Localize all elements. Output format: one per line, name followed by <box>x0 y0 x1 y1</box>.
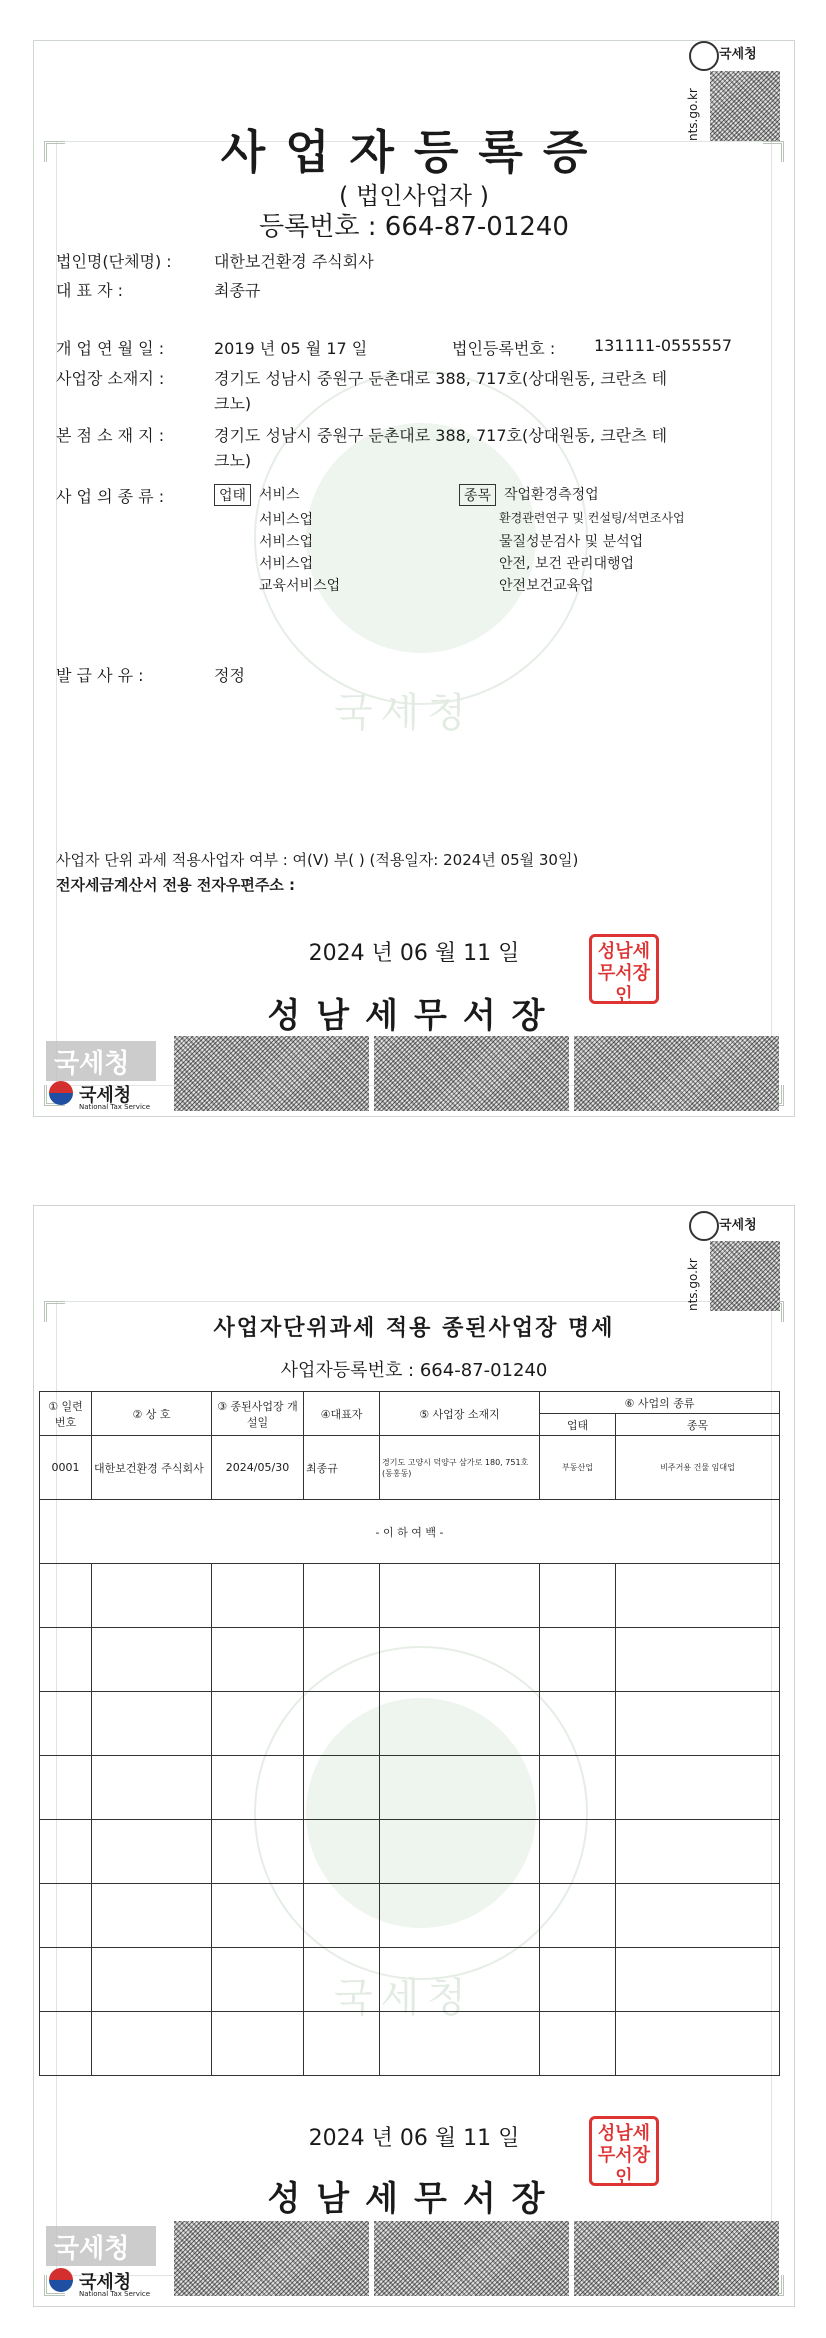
nts-label: 국세청 <box>719 47 757 62</box>
registration-number: 등록번호 : 664-87-01240 <box>259 212 569 242</box>
upte-label: 업태 <box>214 484 251 506</box>
security-barcode <box>574 1036 779 1111</box>
cell-upte: 부동산업 <box>540 1436 616 1500</box>
list-item: 서비스업 <box>259 534 314 550</box>
table-row <box>40 1436 780 1500</box>
issue-date: 2024 년 06 월 11 일 <box>308 941 520 966</box>
nts-logo-icon <box>49 2268 73 2292</box>
location-value-cont: 크노) <box>214 394 252 413</box>
hq-value-cont: 크노) <box>214 451 252 470</box>
page-title: 사업자단위과세 적용 종된사업장 명세 <box>213 1316 615 1341</box>
official-seal: 성남세무서장인 <box>589 2116 659 2186</box>
nts-logo-text: 국세청 <box>79 2272 132 2293</box>
list-item: 안전, 보건 관리대행업 <box>499 556 635 572</box>
cell-rep: 최종규 <box>304 1436 380 1500</box>
representative-value: 최종규 <box>214 281 261 300</box>
header-rep: ④대표자 <box>304 1392 380 1436</box>
location-value: 경기도 성남시 중원구 둔촌대로 388, 717호(상대원동, 크란츠 테 <box>214 369 668 388</box>
branch-table <box>39 1391 780 2076</box>
representative-label: 대 표 자 : <box>56 281 124 300</box>
nts-mascot-icon <box>689 1211 719 1241</box>
certificate-page-1 <box>33 40 795 1117</box>
list-item: 작업환경측정업 <box>504 487 599 503</box>
corp-reg-value: 131111-0555557 <box>594 336 733 355</box>
jongmok-label: 종목 <box>459 484 496 506</box>
biz-type-label: 사 업 의 종 류 : <box>56 487 165 506</box>
list-item: 서비스업 <box>259 556 314 572</box>
nts-label: 국세청 <box>719 1218 757 1233</box>
header-open-date: ③ 종된사업장 개설일 <box>212 1392 304 1436</box>
issue-reason-label: 발 급 사 유 : <box>56 666 144 685</box>
nts-logo-text: 국세청 <box>79 1085 132 1106</box>
location-label: 사업장 소재지 : <box>56 369 165 388</box>
certificate-page-2 <box>33 1205 795 2307</box>
list-item: 서비스 <box>259 487 300 503</box>
table-row <box>40 1948 780 2012</box>
table-row <box>40 1692 780 1756</box>
nts-logo-icon <box>49 1081 73 1105</box>
header-upte: 업태 <box>540 1414 616 1436</box>
nts-gray-stamp-text: 국세청 <box>54 2234 130 2264</box>
nts-logo-subtext: National Tax Service <box>79 1103 151 1111</box>
security-barcode <box>174 1036 369 1111</box>
open-date-value: 2019 년 05 월 17 일 <box>214 339 368 358</box>
hq-label: 본 점 소 재 지 : <box>56 426 165 445</box>
company-value: 대한보건환경 주식회사 <box>214 252 374 271</box>
open-date-label: 개 업 연 월 일 : <box>56 339 165 358</box>
cell-serial: 0001 <box>40 1436 92 1500</box>
list-item: 서비스업 <box>259 512 314 528</box>
security-barcode <box>574 2221 779 2296</box>
unit-tax-status: 사업자 단위 과세 적용사업자 여부 : 여(V) 부( ) (적용일자: 2024년 05월 30일) <box>56 851 579 869</box>
header-biz-kind: ⑥ 사업의 종류 <box>540 1392 780 1414</box>
tax-office-name: 성남세무서장 <box>267 996 561 1036</box>
nts-logo-subtext: National Tax Service <box>79 2290 151 2298</box>
security-barcode <box>374 1036 569 1111</box>
header-serial: ① 일련 번호 <box>40 1392 92 1436</box>
table-row <box>40 1564 780 1628</box>
nts-mascot-icon <box>689 41 719 71</box>
cell-location: 경기도 고양시 덕양구 삼가로 180, 751호 (동홍동) <box>380 1436 540 1500</box>
table-row <box>40 1756 780 1820</box>
cell-open-date: 2024/05/30 <box>212 1436 304 1500</box>
nts-url[interactable]: nts.go.kr <box>686 1258 700 1311</box>
table-row <box>40 2012 780 2076</box>
hq-value: 경기도 성남시 중원구 둔촌대로 388, 717호(상대원동, 크란츠 테 <box>214 426 668 445</box>
tax-office-name: 성남세무서장 <box>267 2179 561 2219</box>
cell-name: 대한보건환경 주식회사 <box>92 1436 212 1500</box>
list-item: 교육서비스업 <box>259 578 341 594</box>
company-label: 법인명(단체명) : <box>56 252 172 271</box>
registration-number: 사업자등록번호 : 664-87-01240 <box>280 1360 548 1381</box>
header-jongmok: 종목 <box>616 1414 780 1436</box>
security-barcode <box>374 2221 569 2296</box>
watermark-text: 국세청 <box>334 1975 474 2021</box>
nts-gray-stamp-text: 국세청 <box>54 1049 130 1079</box>
table-row <box>40 1884 780 1948</box>
page-subtitle: ( 법인사업자 ) <box>339 182 489 210</box>
list-item: 안전보건교육업 <box>499 578 594 594</box>
issue-reason-value: 정정 <box>214 666 245 685</box>
watermark-text: 국세청 <box>334 690 474 736</box>
nts-url[interactable]: nts.go.kr <box>686 88 700 141</box>
table-row <box>40 1628 780 1692</box>
corp-reg-label: 법인등록번호 : <box>452 339 556 358</box>
official-seal: 성남세무서장인 <box>589 934 659 1004</box>
end-mark: - 이 하 여 백 - <box>40 1500 780 1564</box>
email-label: 전자세금계산서 전용 전자우편주소 : <box>56 876 296 894</box>
qr-code[interactable] <box>710 1241 780 1311</box>
header-location: ⑤ 사업장 소재지 <box>380 1392 540 1436</box>
cell-jongmok: 비주거용 건물 임대업 <box>616 1436 780 1500</box>
header-name: ② 상 호 <box>92 1392 212 1436</box>
list-item: 물질성분검사 및 분석업 <box>499 534 644 550</box>
table-row <box>40 1820 780 1884</box>
issue-date: 2024 년 06 월 11 일 <box>308 2126 520 2151</box>
security-barcode <box>174 2221 369 2296</box>
page-title: 사업자등록증 <box>220 125 608 179</box>
list-item: 환경관련연구 및 컨설팅/석면조사업 <box>499 511 685 525</box>
